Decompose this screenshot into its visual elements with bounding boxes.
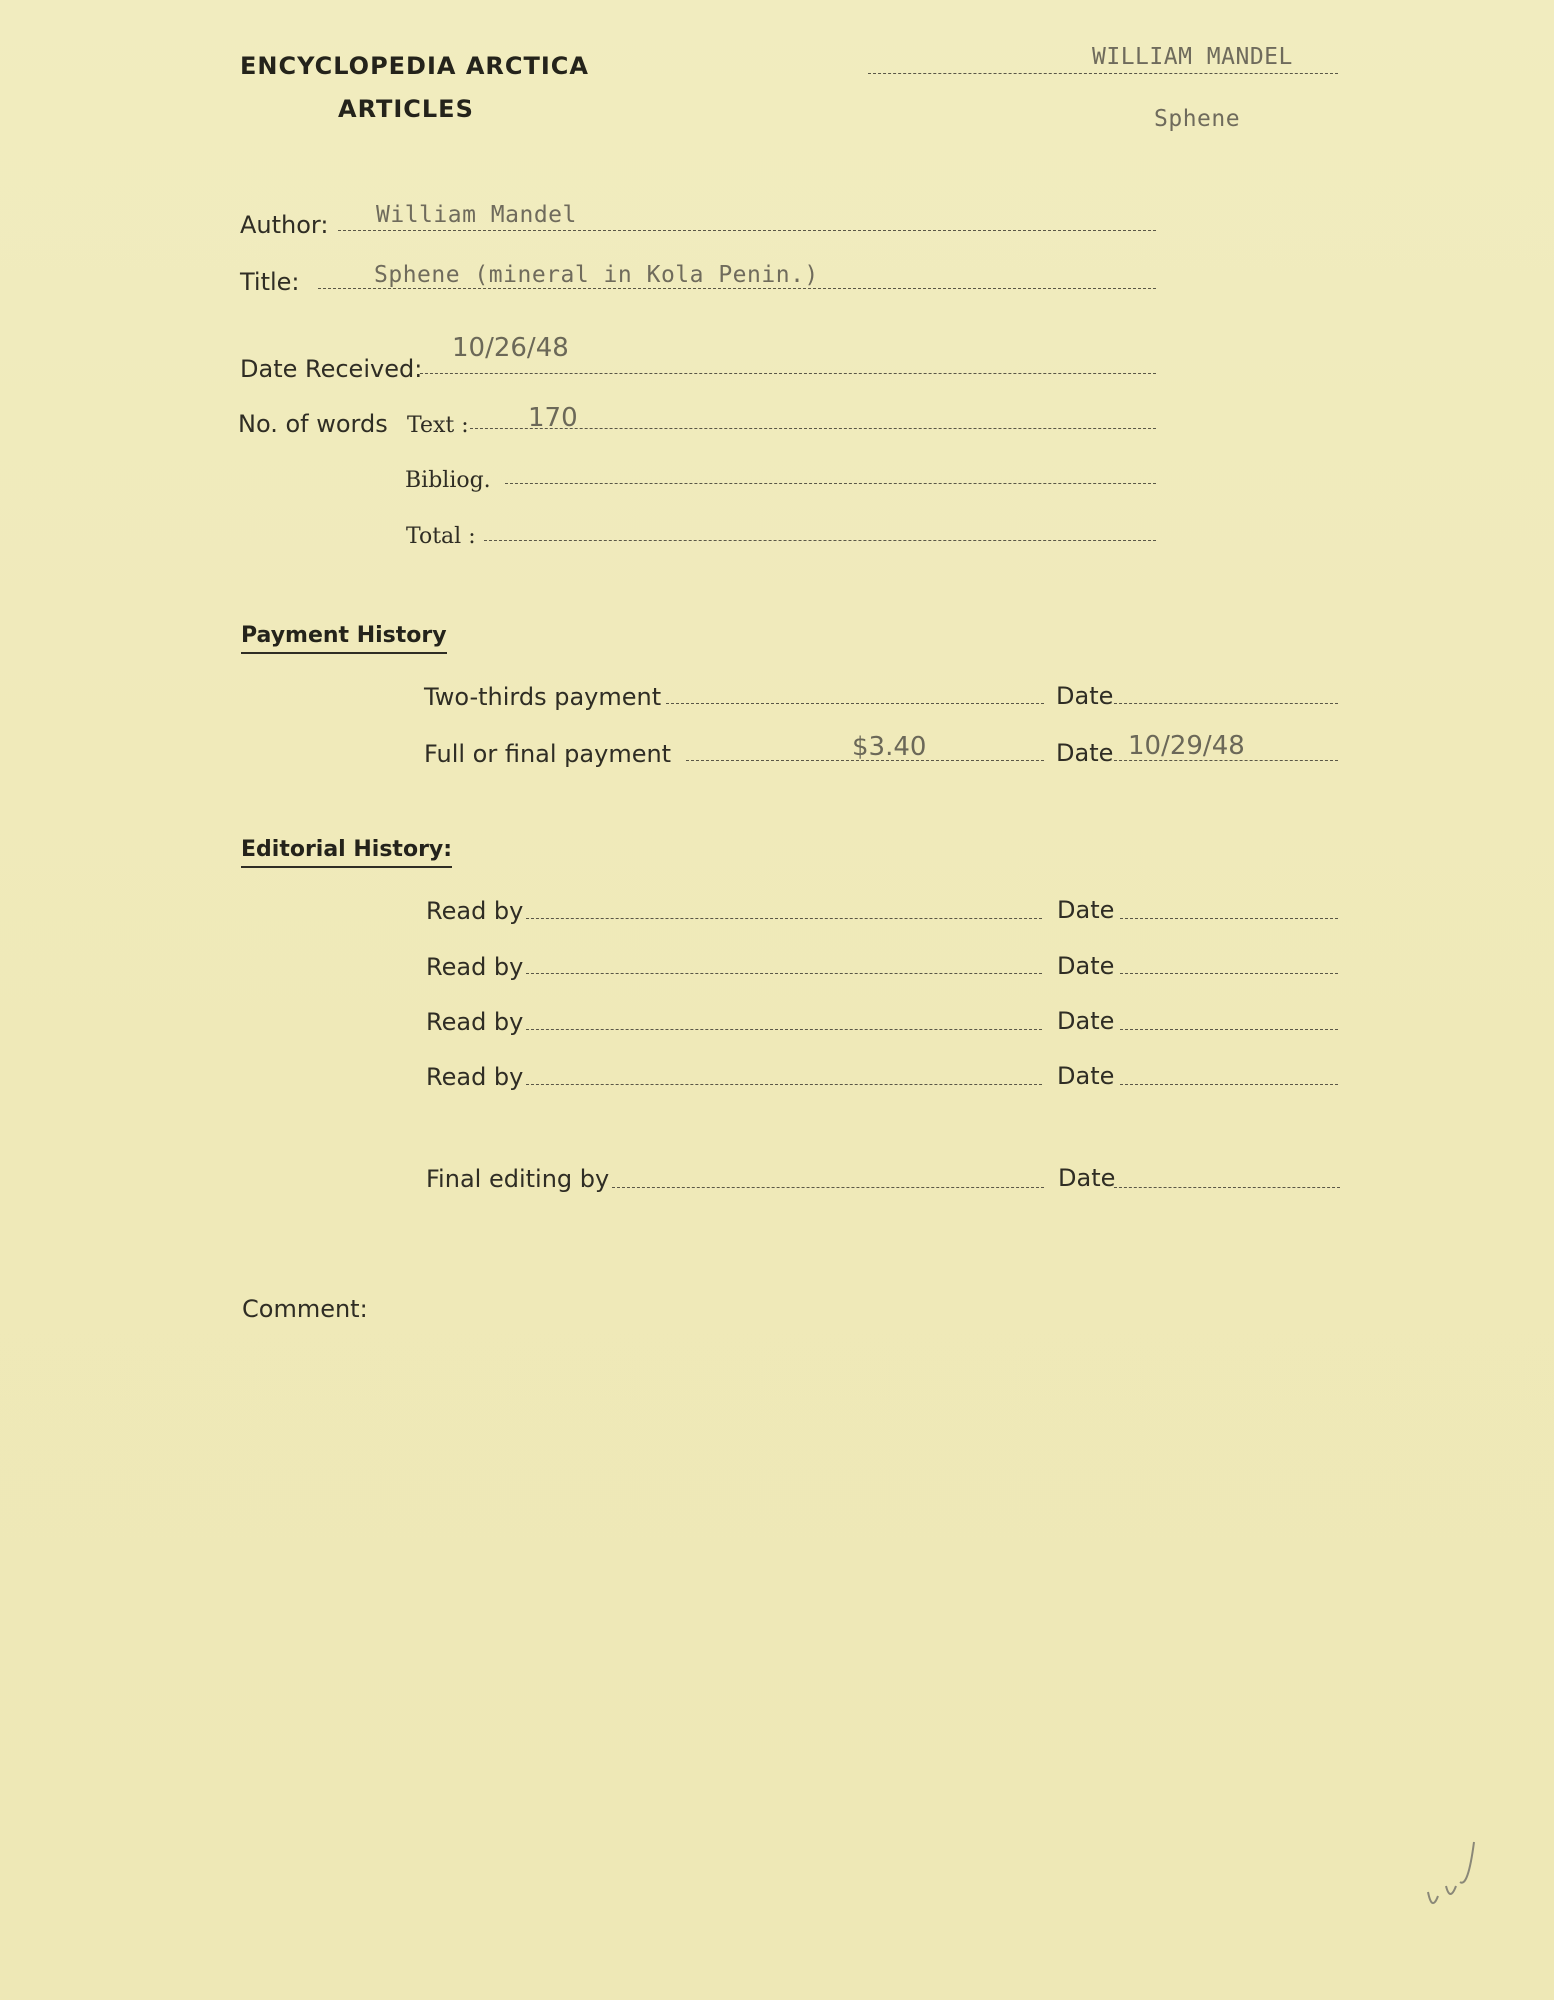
total-line [484, 540, 1156, 541]
read-by-label-4: Read by [426, 1063, 524, 1091]
read-by-date-label-4: Date [1057, 1062, 1115, 1090]
date-received-value: 10/26/48 [452, 333, 569, 363]
read-by-date-label-2: Date [1057, 952, 1115, 980]
date-received-label: Date Received: [240, 355, 423, 383]
title-value: Sphene (mineral in Kola Penin.) [374, 262, 819, 288]
two-thirds-date-line [1114, 703, 1338, 704]
read-by-date-line-2 [1120, 973, 1338, 974]
read-by-line-3 [526, 1029, 1042, 1030]
date-received-line [420, 373, 1156, 374]
form-subtitle: ARTICLES [338, 95, 474, 123]
author-header-line [868, 73, 1338, 74]
final-payment-amount: $3.40 [852, 732, 927, 762]
final-editing-line [612, 1187, 1044, 1188]
typed-author-header: WILLIAM MANDEL [1092, 44, 1293, 70]
handwritten-check-marks [1420, 1830, 1520, 1930]
typed-subject-header: Sphene [1154, 106, 1241, 132]
form-title: ENCYCLOPEDIA ARCTICA [240, 52, 589, 80]
text-count-label: Text : [407, 413, 469, 438]
read-by-label-3: Read by [426, 1008, 524, 1036]
author-label: Author: [240, 211, 329, 239]
title-field-line [318, 288, 1156, 289]
final-payment-date-value: 10/29/48 [1128, 731, 1245, 761]
read-by-label-2: Read by [426, 953, 524, 981]
final-editing-date-label: Date [1058, 1164, 1116, 1192]
read-by-date-label-3: Date [1057, 1007, 1115, 1035]
final-payment-date-label: Date [1056, 739, 1114, 767]
two-thirds-payment-label: Two-thirds payment [424, 683, 662, 711]
read-by-line-2 [526, 973, 1042, 974]
total-label: Total : [406, 524, 476, 549]
read-by-line-1 [526, 918, 1042, 919]
comment-area [240, 1335, 1340, 1895]
payment-history-heading: Payment History [241, 623, 447, 654]
author-value: William Mandel [376, 202, 577, 228]
text-count-value: 170 [528, 403, 578, 433]
read-by-label-1: Read by [426, 897, 524, 925]
read-by-date-label-1: Date [1057, 896, 1115, 924]
comment-label: Comment: [242, 1295, 368, 1323]
final-editing-label: Final editing by [426, 1165, 610, 1193]
title-label: Title: [240, 268, 300, 296]
author-field-line [338, 230, 1156, 231]
read-by-date-line-1 [1120, 918, 1338, 919]
final-editing-date-line [1114, 1187, 1340, 1188]
bibliog-line [505, 483, 1156, 484]
editorial-history-heading: Editorial History: [241, 837, 452, 868]
word-count-label: No. of words [238, 410, 388, 438]
final-payment-label: Full or final payment [424, 740, 672, 768]
bibliog-label: Bibliog. [405, 468, 491, 493]
two-thirds-date-label: Date [1056, 682, 1114, 710]
read-by-date-line-4 [1120, 1084, 1338, 1085]
read-by-line-4 [526, 1084, 1042, 1085]
two-thirds-payment-line [666, 703, 1044, 704]
read-by-date-line-3 [1120, 1029, 1338, 1030]
